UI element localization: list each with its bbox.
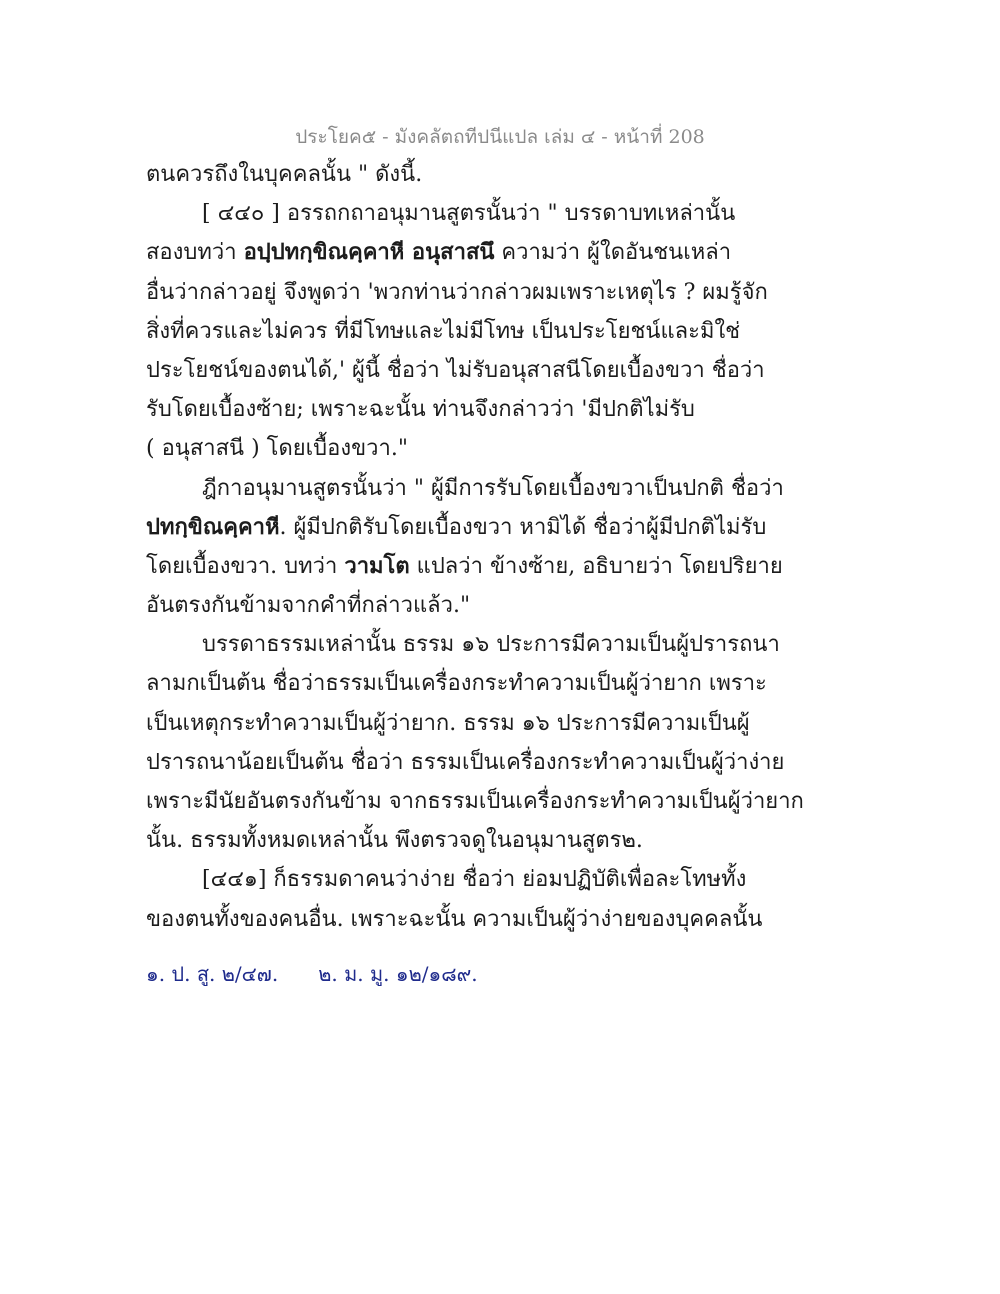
text-line xyxy=(146,547,866,586)
text-line xyxy=(146,155,866,194)
text-line xyxy=(146,508,866,547)
line-text: ปรารถนาน้อยเป็นต้น ชื่อว่า ธรรมเป็นเครื่องกระทำความเป็นผู้ว่าง่าย xyxy=(146,749,785,775)
line-text: โดยเบื้องขวา. บทว่า xyxy=(146,553,345,579)
text-line xyxy=(146,429,866,468)
line-text: เป็นเหตุกระทำความเป็นผู้ว่ายาก. ธรรม ๑๖ ประการมีความเป็นผู้ xyxy=(146,710,750,736)
text-line xyxy=(146,782,866,821)
footnotes xyxy=(146,958,478,990)
line-text: [๔๔๑] ก็ธรรมดาคนว่าง่าย ชื่อว่า ย่อมปฏิบัติเพื่อละโทษทั้ง xyxy=(202,867,747,893)
text-line xyxy=(146,900,866,939)
line-text: ( อนุสาสนี ) โดยเบื้องขวา." xyxy=(146,436,408,462)
text-line xyxy=(146,743,866,782)
text-line xyxy=(146,586,866,625)
text-line xyxy=(146,233,866,272)
line-text: นั้น. ธรรมทั้งหมดเหล่านั้น พึงตรวจดูในอนุมานสูตร๒. xyxy=(146,828,643,854)
line-text: สองบทว่า xyxy=(146,240,244,266)
text-line xyxy=(146,664,866,703)
pali-term: อปฺปทกฺขิณคฺคาหี อนุสาสนึ xyxy=(243,239,495,266)
line-text: เพราะมีนัยอันตรงกันข้าม จากธรรมเป็นเครื่องกระทำความเป็นผู้ว่ายาก xyxy=(146,789,804,814)
text-line xyxy=(146,821,866,860)
line-text: [ ๔๔๐ ] อรรถกถาอนุมานสูตรนั้นว่า " บรรดาบทเหล่านั้น xyxy=(202,201,736,227)
line-text: รับโดยเบื้องซ้าย; เพราะฉะนั้น ท่านจึงกล่าวว่า 'มีปกติไม่รับ xyxy=(146,397,695,423)
line-text: ของตนทั้งของคนอื่น. เพราะฉะนั้น ความเป็นผู้ว่าง่ายของบุคคลนั้น xyxy=(146,906,763,932)
line-text: อื่นว่ากล่าวอยู่ จึงพูดว่า 'พวกท่านว่ากล่าวผมเพราะเหตุไร ? ผมรู้จัก xyxy=(146,279,768,305)
line-text: ตนควรถึงในบุคคลนั้น " ดังนี้. xyxy=(146,162,423,187)
text-line xyxy=(146,469,866,508)
text-line xyxy=(146,312,866,351)
text-line xyxy=(146,704,866,743)
text-line xyxy=(146,860,866,899)
pali-term: ปทกฺขิณคฺคาหี xyxy=(146,513,280,540)
text-line xyxy=(146,194,866,233)
line-text: อันตรงกันข้ามจากคำที่กล่าวแล้ว." xyxy=(146,593,471,619)
page-header: ประโยค๕ - มังคลัตถทีปนีแปล เล่ม ๔ - หน้าที่ 208 xyxy=(295,126,705,148)
line-text: ฎีกาอนุมานสูตรนั้นว่า " ผู้มีการรับโดยเบื้องขวาเป็นปกติ ชื่อว่า xyxy=(202,475,784,501)
line-text: ความว่า ผู้ใดอันชนเหล่า xyxy=(494,240,732,266)
line-text: ลามกเป็นต้น ชื่อว่าธรรมเป็นเครื่องกระทำความเป็นผู้ว่ายาก เพราะ xyxy=(146,671,767,697)
text-line xyxy=(146,390,866,429)
line-text: สิ่งที่ควรและไม่ควร ที่มีโทษและไม่มีโทษ เป็นประโยชน์และมิใช่ xyxy=(146,318,741,344)
text-line xyxy=(146,273,866,312)
pali-term: วามโต xyxy=(344,552,410,579)
footnote-2: ๒. ม. มู. ๑๒/๑๘๙. xyxy=(318,962,478,986)
footnote-1: ๑. ป. สู. ๒/๔๗. xyxy=(146,962,279,986)
line-text: ประโยชน์ของตนได้,' ผู้นี้ ชื่อว่า ไม่รับอนุสาสนีโดยเบื้องขวา ชื่อว่า xyxy=(146,357,765,383)
text-line xyxy=(146,625,866,664)
text-line xyxy=(146,351,866,390)
line-text: . ผู้มีปกติรับโดยเบื้องขวา หามิได้ ชื่อว่าผู้มีปกติไม่รับ xyxy=(279,514,767,540)
line-text: แปลว่า ข้างซ้าย, อธิบายว่า โดยปริยาย xyxy=(409,553,783,579)
line-text: บรรดาธรรมเหล่านั้น ธรรม ๑๖ ประการมีความเป็นผู้ปรารถนา xyxy=(202,632,780,658)
body-text xyxy=(146,155,866,939)
